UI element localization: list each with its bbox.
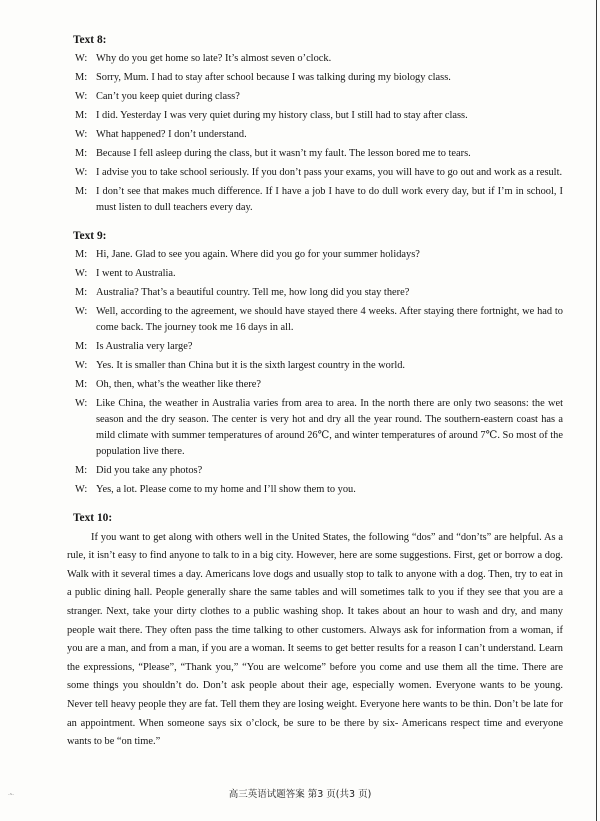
passage-paragraph: If you want to get along with others well in the United States, the following “dos” and “don’ts” are helpful. As a rule, it isn’t easy to find anyone to talk to in a big city. However, here are some suggestions. First, get or borrow a dog. Walk with it several times a day. Americans love dogs and usually stop to talk to anyone with a dog. Then, try to eat in a public dining hall. People generally share the same tables and will sometimes talk to you if they see that you are a stranger. Next, take your dirty clothes to a public washing shop. It takes about an hour to wash and dry, and many people wait there. They often pass the time talking to other customers. Always ask for information from a woman, if you are a man, and from a man, if you are a woman. It seems to get better results for a reason I can’t understand. Learn the expressions, “Please”, “Thank you,” “You are welcome” before you come and use them all the time. There are some things you shouldn’t do. Don’t ask people about their age, especially women. Everyone wants to be young. Never tell heavy people they are fat. Tell them they are losing weight. Everyone here wants to be thin. Don’t be late for an appointment. When someone says six o’clock, be sure to be there by six- Americans respect time and everyone wants to be “on time.” — [67, 531, 563, 748]
dialogue-line — [75, 358, 563, 374]
dialogue-line — [75, 51, 563, 67]
speaker-label: W: — [75, 128, 88, 140]
speaker-label: M: — [75, 71, 88, 83]
dialogue-line — [75, 482, 563, 498]
dialogue-line — [75, 377, 563, 393]
utterance: Well, according to the agreement, we should have stayed there 4 weeks. After staying there fortnight, we had to come back. The journey took me 16 days in all. — [96, 306, 563, 333]
dialogue-line — [75, 108, 563, 124]
dialogue-line — [75, 463, 563, 479]
utterance: I did. Yesterday I was very quiet during my history class, but I still had to stay after class. — [96, 109, 468, 121]
dialogue-line — [75, 184, 563, 216]
utterance: What happened? I don’t understand. — [96, 128, 247, 140]
dialogue-line — [75, 89, 563, 105]
section-heading: Text 10: — [73, 512, 113, 525]
dialogue-line — [75, 127, 563, 143]
speaker-label: W: — [75, 167, 88, 179]
utterance: Because I fell asleep during the class, but it wasn’t my fault. The lesson bored me to tears. — [96, 147, 471, 159]
speaker-label: M: — [75, 286, 88, 298]
utterance: I advise you to take school seriously. If you don’t pass your exams, you will have to go out and work as a result. — [96, 167, 563, 179]
section-heading: Text 8: — [73, 34, 107, 46]
utterance: Sorry, Mum. I had to stay after school because I was talking during my biology class. — [96, 71, 451, 83]
page-footer: 高三英语试题答案 第3 页(共3 页) — [228, 789, 372, 800]
speaker-label: M: — [75, 340, 88, 352]
speaker-label: W: — [75, 90, 88, 102]
dialogue-line — [75, 285, 563, 301]
speaker-label: M: — [75, 186, 88, 198]
dialogue-line — [75, 70, 563, 86]
speaker-label: M: — [75, 109, 88, 121]
page-edge-line — [596, 0, 597, 821]
dialogue-line — [75, 396, 563, 459]
section-text-10 — [67, 510, 563, 752]
utterance: Yes, a lot. Please come to my home and I’ll show them to you. — [96, 483, 356, 495]
speaker-label: M: — [75, 464, 88, 476]
speaker-label: M: — [75, 147, 88, 159]
section-heading: Text 9: — [73, 230, 107, 243]
document-body — [67, 32, 563, 764]
dialogue-line — [75, 304, 563, 336]
dialogue-line — [75, 247, 563, 263]
utterance: Australia? That’s a beautiful country. Tell me, how long did you stay there? — [96, 286, 410, 298]
scan-speck: ·ˢ· — [8, 792, 15, 799]
speaker-label: W: — [75, 306, 88, 318]
dialogue-line — [75, 165, 563, 181]
dialogue-line — [75, 146, 563, 162]
utterance: Like China, the weather in Australia varies from area to area. In the north there are only two seasons: the wet season and the dry season. The center is very hot and dry all the year round. The southern-eastern coast has a mild climate with summer temperatures of around 26℃, and winter temperatures of around 7℃. So most of the population live there. — [96, 398, 563, 457]
section-text-9 — [75, 228, 563, 497]
utterance: Did you take any photos? — [96, 464, 203, 476]
utterance: Why do you get home so late? It’s almost seven o’clock. — [96, 52, 332, 64]
utterance: Yes. It is smaller than China but it is the sixth largest country in the world. — [96, 360, 405, 372]
speaker-label: M: — [75, 248, 88, 260]
dialogue-line — [75, 266, 563, 282]
utterance: Oh, then, what’s the weather like there? — [96, 379, 262, 391]
utterance: Hi, Jane. Glad to see you again. Where did you go for your summer holidays? — [96, 248, 420, 260]
utterance: I went to Australia. — [96, 267, 176, 279]
speaker-label: W: — [75, 52, 88, 64]
speaker-label: W: — [75, 398, 88, 410]
utterance: Is Australia very large? — [96, 340, 193, 352]
speaker-label: W: — [75, 360, 88, 372]
utterance: Can’t you keep quiet during class? — [96, 90, 240, 102]
speaker-label: W: — [75, 483, 88, 495]
section-text-8 — [75, 32, 563, 216]
speaker-label: M: — [75, 379, 88, 391]
dialogue-line — [75, 339, 563, 355]
utterance: I don’t see that makes much difference. If I have a job I have to do dull work every day, but if I’m in school, I must listen to dull teachers every day. — [96, 186, 563, 213]
speaker-label: W: — [75, 267, 88, 279]
